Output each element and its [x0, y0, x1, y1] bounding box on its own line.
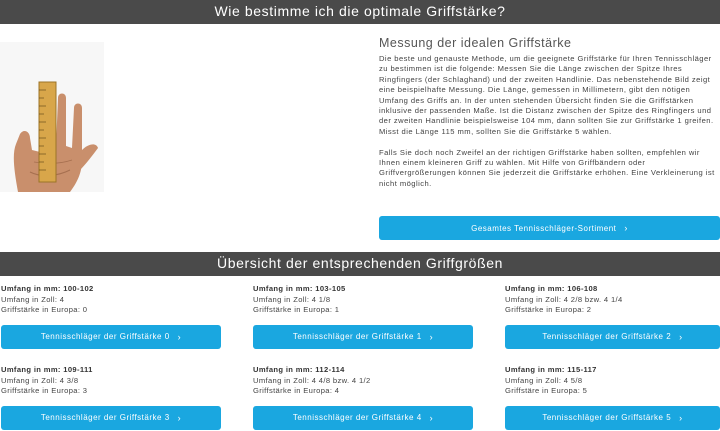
grip-card-3 — [1, 365, 221, 423]
grip-europa: Griffstärke in Europa: 2 — [505, 305, 592, 314]
grip-zoll: Umfang in Zoll: 4 1/8 — [253, 294, 331, 304]
grip-button-label: Tennisschläger der Griffstärke 5 — [542, 412, 672, 422]
grip-card-0 — [1, 284, 221, 342]
chevron-right-icon: › — [679, 331, 683, 342]
grip-zoll: Umfang in Zoll: 4 5/8 — [505, 375, 583, 385]
chevron-right-icon: › — [679, 412, 683, 423]
chevron-right-icon: › — [429, 331, 434, 342]
grip-europa: Griffstäre in Europa: 5 — [505, 386, 588, 395]
grip-mm: Umfang in mm: 109-111 — [1, 365, 93, 374]
grip-button-label: Tennisschläger der Griffstärke 4 — [292, 412, 422, 422]
hand-ruler-photo — [0, 42, 104, 192]
chevron-right-icon: › — [429, 412, 434, 423]
grip-button-label: Tennisschläger der Griffstärke 3 — [40, 412, 170, 422]
grip-1-button[interactable] — [253, 325, 473, 349]
measure-section-title: Messung der idealen Griffstärke — [379, 36, 572, 50]
grip-0-button[interactable] — [1, 325, 221, 349]
grip-mm: Umfang in mm: 112-114 — [253, 365, 345, 374]
chevron-right-icon: › — [177, 331, 182, 342]
grip-card-2 — [505, 284, 720, 342]
grip-zoll: Umfang in Zoll: 4 — [1, 294, 65, 304]
hand-ruler-illustration — [0, 42, 104, 192]
grip-4-button[interactable] — [253, 406, 473, 430]
page-title: Wie bestimme ich die optimale Griffstärke? — [214, 3, 506, 19]
grip-3-button[interactable] — [1, 406, 221, 430]
overview-title: Übersicht der entsprechenden Griffgrößen — [217, 255, 503, 271]
grip-zoll: Umfang in Zoll: 4 2/8 bzw. 4 1/4 — [505, 294, 623, 304]
grip-5-button[interactable] — [505, 406, 720, 430]
grip-2-button[interactable] — [505, 325, 720, 349]
grip-card-1 — [253, 284, 473, 342]
grip-zoll: Umfang in Zoll: 4 3/8 — [1, 375, 79, 385]
grip-button-label: Tennisschläger der Griffstärke 2 — [542, 331, 672, 341]
grip-mm: Umfang in mm: 100-102 — [1, 284, 94, 293]
grip-mm: Umfang in mm: 115-117 — [505, 365, 597, 374]
measure-paragraph-1: Die beste und genauste Methode, um die geeignete Griffstärke für Ihren Tennisschläger zu bestimmen ist die folgende: Messen Sie die Länge zwischen der Spitze Ihres Ringfingers (der Schlaghand) und der zweiten Handlinie. Das nebenstehende Bild zeigt eine beispielhafte Messung. Die Länge, gemessen in Millimetern, gibt den nötigen Umfang des Griffs an. In der unten stehenden Übersicht finden Sie die Griffstärken inklusive der passenden Maße. Ist die Distanz zwischen der Spitze des Ringfingers und der zweiten Handlinie beispielsweise 104 mm, dann sollten Sie zur Griffstärke 1 greifen. Misst die Länge 115 mm, sollten Sie die Griffstärke 5 wählen. — [379, 54, 714, 136]
measure-description — [379, 54, 719, 200]
overview-banner — [0, 252, 720, 276]
all-rackets-button-label: Gesamtes Tennisschläger-Sortiment — [471, 223, 617, 233]
grip-mm: Umfang in mm: 106-108 — [505, 284, 598, 293]
grip-europa: Griffstärke in Europa: 0 — [1, 305, 88, 314]
grip-zoll: Umfang in Zoll: 4 4/8 bzw. 4 1/2 — [253, 375, 371, 385]
grip-europa: Griffstärke in Europa: 1 — [253, 305, 340, 314]
grip-europa: Griffstärke in Europa: 4 — [253, 386, 340, 395]
chevron-right-icon: › — [177, 412, 182, 423]
grip-card-5 — [505, 365, 720, 423]
grip-mm: Umfang in mm: 103-105 — [253, 284, 346, 293]
grip-button-label: Tennisschläger der Griffstärke 1 — [292, 331, 422, 341]
grip-button-label: Tennisschläger der Griffstärke 0 — [40, 331, 170, 341]
measure-paragraph-2: Falls Sie doch noch Zweifel an der richtigen Griffstärke haben sollten, empfehlen wir Ihnen einem kleineren Griff zu wählen. Mit Hilfe von Griffbändern oder Griffvergrößerungen können Sie jederzeit die Griffstärke erhöhen. Eine Verkleinerung ist nicht möglich. — [379, 147, 715, 188]
chevron-right-icon: › — [624, 223, 628, 233]
page-title-banner — [0, 0, 720, 24]
all-rackets-button[interactable] — [379, 216, 720, 240]
grip-card-4 — [253, 365, 473, 423]
grip-europa: Griffstärke in Europa: 3 — [1, 386, 88, 395]
